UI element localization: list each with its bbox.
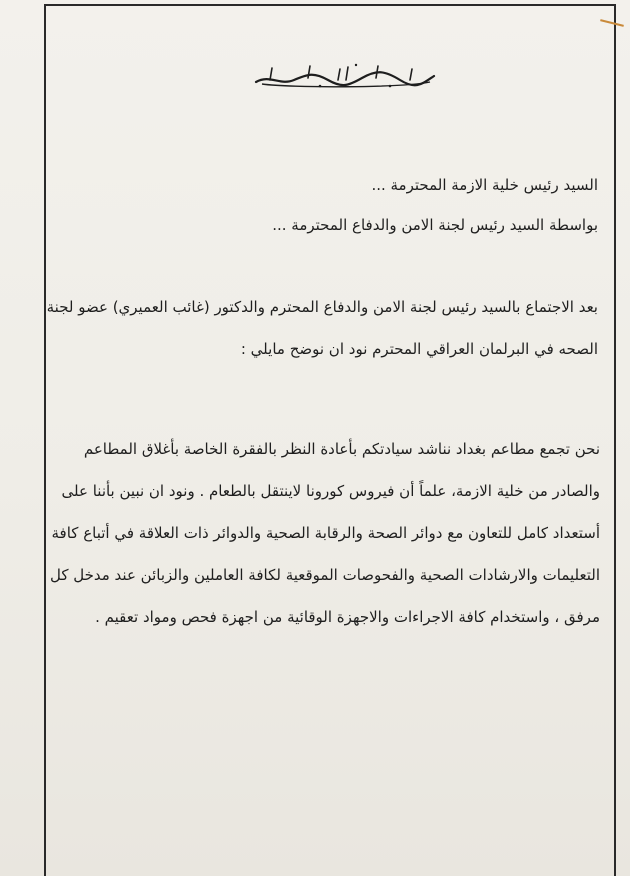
- addressee-line: السيد رئيس خلية الازمة المحترمة ...: [371, 176, 598, 194]
- addressee-block: [58, 176, 598, 236]
- paragraph-line: والصادر من خلية الازمة، علماً أن فيروس كورونا لاينتقل بالطعام . ونود ان نبين بأننا على: [61, 482, 600, 500]
- paragraph-line: التعليمات والارشادات الصحية والفحوصات الموقعية لكافة العاملين والزبائن عند مدخل كل: [49, 566, 600, 584]
- paragraph-line: الصحه في البرلمان العراقي المحترم نود ان نوضح مايلي :: [240, 340, 598, 358]
- addressee-line: بواسطة السيد رئيس لجنة الامن والدفاع المحترمة ...: [272, 216, 598, 234]
- paragraph-line: نحن تجمع مطاعم بغداد نناشد سيادتكم بأعادة النظر بالفقرة الخاصة بأغلاق المطاعم: [83, 440, 600, 458]
- intro-paragraph: [38, 298, 598, 358]
- paragraph-line: أستعداد كامل للتعاون مع دوائر الصحة والرقابة الصحية والدوائر ذات العلاقة في أتباع كافة: [51, 524, 600, 542]
- basmala-calligraphy: [250, 60, 440, 90]
- body-paragraph: [30, 440, 600, 640]
- paragraph-line: بعد الاجتماع بالسيد رئيس لجنة الامن والدفاع المحترم والدكتور (غائب العميري) عضو لجنة: [46, 298, 598, 316]
- paragraph-line: مرفق ، واستخدام كافة الاجراءات والاجهزة الوقائية من اجهزة فحص ومواد تعقيم .: [95, 608, 600, 626]
